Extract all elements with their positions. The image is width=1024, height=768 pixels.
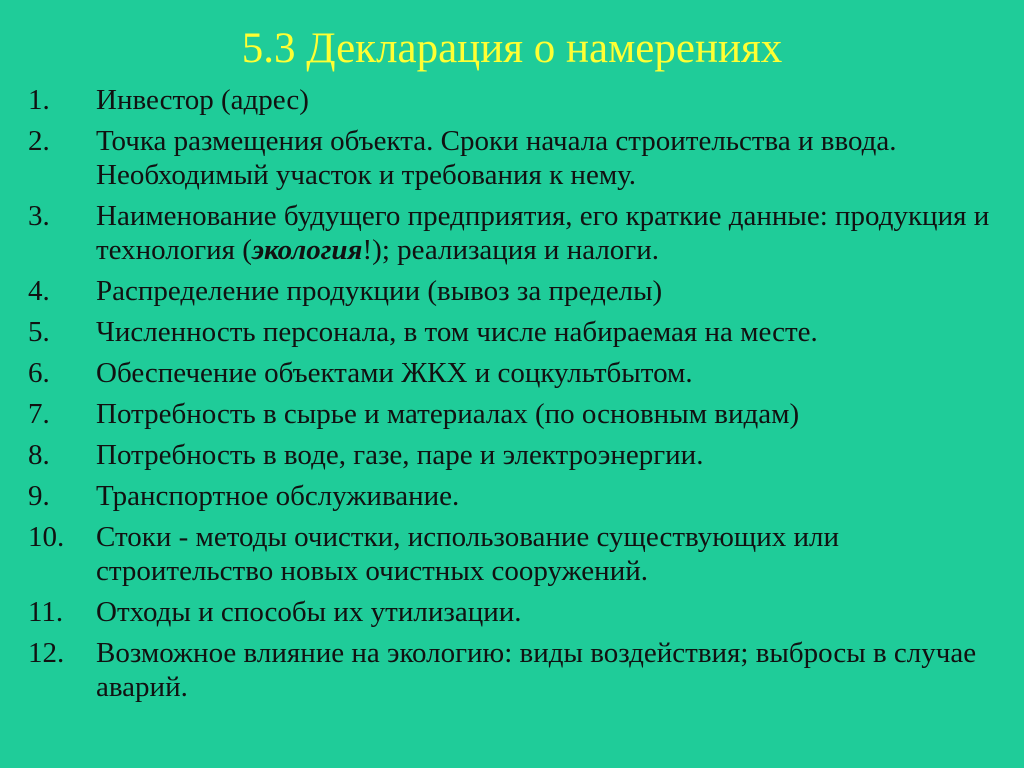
item-number: 4.: [28, 275, 50, 307]
item-number: 3.: [28, 200, 50, 232]
list-item: [0, 595, 1024, 629]
item-number: 6.: [28, 357, 50, 389]
item-text: Распределение продукции (вывоз за пределы): [96, 275, 663, 307]
item-number: 8.: [28, 439, 50, 471]
list-item: [0, 83, 1024, 117]
list-item: [0, 356, 1024, 390]
list-item: [0, 199, 1024, 267]
list-item: [0, 124, 1024, 192]
item-number: 5.: [28, 316, 50, 348]
list-item: [0, 479, 1024, 513]
item-number: 7.: [28, 398, 50, 430]
item-text: Обеспечение объектами ЖКХ и соцкультбытом.: [96, 357, 693, 389]
item-text-before: Наименование будущего предприятия, его краткие данные: продукция и технология (: [96, 200, 990, 266]
item-number: 12.: [28, 637, 65, 669]
item-text: Потребность в сырье и материалах (по основным видам): [96, 398, 800, 430]
item-text-after: !); реализация и налоги.: [362, 234, 659, 266]
list-item: [0, 274, 1024, 308]
item-text: Стоки - методы очистки, использование существующих или строительство новых очистных сооружений.: [96, 521, 839, 587]
slide-title: 5.3 Декларация о намерениях: [241, 25, 783, 72]
item-number: 1.: [28, 84, 50, 116]
item-text: Численность персонала, в том числе набираемая на месте.: [96, 316, 818, 348]
declaration-list: [0, 83, 1024, 711]
list-item: [0, 315, 1024, 349]
ecology-keyword: экология: [251, 234, 363, 266]
item-number: 9.: [28, 480, 50, 512]
list-item: [0, 397, 1024, 431]
item-text: Точка размещения объекта. Сроки начала строительства и ввода. Необходимый участок и требования к нему.: [96, 125, 897, 191]
list-item: [0, 636, 1024, 704]
list-item: [0, 438, 1024, 472]
item-text: Инвестор (адрес): [96, 84, 309, 116]
item-number: 2.: [28, 125, 50, 157]
item-number: 10.: [28, 521, 65, 553]
item-text: Потребность в воде, газе, паре и электроэнергии.: [96, 439, 704, 471]
item-number: 11.: [28, 596, 64, 628]
item-text: Отходы и способы их утилизации.: [96, 596, 522, 628]
item-text: Возможное влияние на экологию: виды воздействия; выбросы в случае аварий.: [96, 637, 977, 703]
list-item: [0, 520, 1024, 588]
item-text: Транспортное обслуживание.: [96, 480, 460, 512]
